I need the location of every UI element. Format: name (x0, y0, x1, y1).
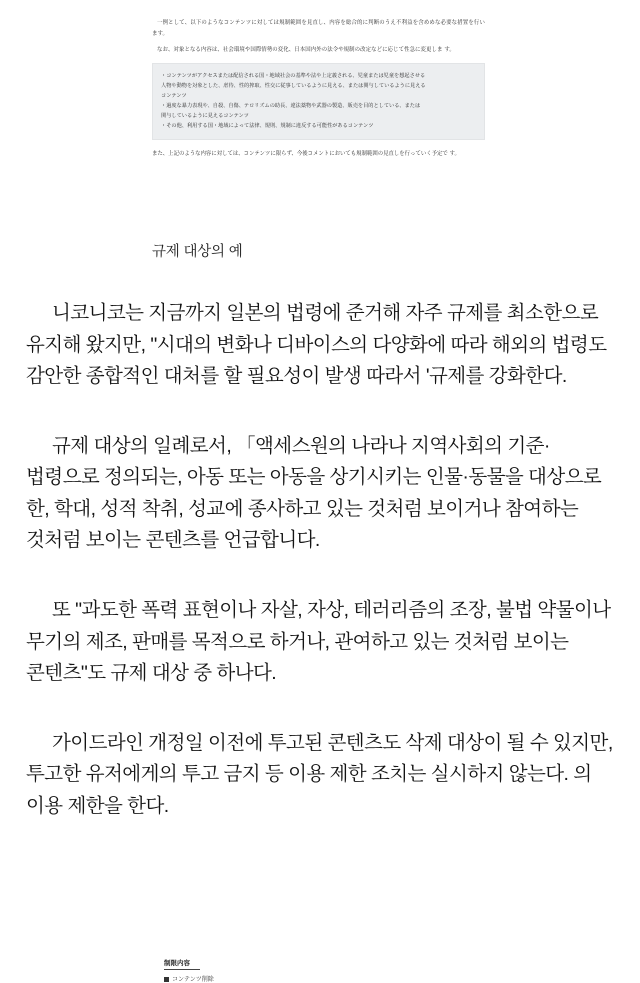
bullet-square-icon (164, 977, 169, 982)
jp-closing-paragraph: また、上記のような内容に対しては、コンテンツに限らず、今後コメントにおいても規制範囲の見直しを行っていく予定で す。 (152, 151, 460, 158)
bottom-table-title: 制限内容 (164, 958, 200, 970)
bottom-table-first-row (164, 974, 474, 983)
jp-box-line-6: ・その他、利用する国・地域によって法律、規則、規制に違反する可能性があるコンテンツ (161, 123, 374, 130)
body-paragraph-2: 규제 대상의 일례로서, 「액세스원의 나라나 지역사회의 기준·법령으로 정의되는, 아동 또는 아동을 상기시키는 인물·동물을 대상으로 한, 학대, 성적 착취, 성교에 종사하고 있는 것처럼 보이거나 참여하는 것처럼 보이는 콘텐츠를 언급합니다. (26, 434, 602, 552)
jp-intro-paragraph-2: なお、対象となる内容は、社会環境や国際情勢の変化、日本国内外の法令や規制の改定などに応じて性急に変更しま す。 (157, 47, 455, 54)
jp-box-line-1: ・コンテンツがアクセスまたは配信される国・地域社会の基準や法や上定義される、児童または児童を想起させる (161, 72, 426, 79)
article-body (26, 298, 614, 823)
jp-box-line-2: 人物や動物を対象とした、虐待、性的搾取、性交に従事しているように見える、または関与しているように見える (161, 82, 426, 89)
embedded-japanese-document (152, 18, 485, 160)
jp-box-line-5: 関与しているように見えるコンテンツ (161, 113, 249, 120)
body-paragraph-1: 니코니코는 지금까지 일본의 법령에 준거해 자주 규제를 최소한으로 유지해 왔지만, "시대의 변화나 디바이스의 다양화에 따라 해외의 법령도 감안한 종합적인 대처를 할 필요성이 발생 따라서 '규제를 강화한다. (26, 302, 607, 388)
jp-intro-paragraph-1: 一例として、以下のようなコンテンツに対しては規制範囲を見直し、内容を総合的に判断のうえ不利益を含めめな必要な措置を行います。 (152, 20, 485, 37)
bottom-table-first-row-label: コンテンツ削除 (172, 976, 214, 983)
body-paragraph-3: 또 "과도한 폭력 표현이나 자살, 자상, 테러리즘의 조장, 불법 약물이나 무기의 제조, 판매를 목적으로 하거나, 관여하고 있는 것처럼 보이는 콘텐츠"도 규제 대상 중 하나다. (26, 599, 611, 685)
bottom-table-image (164, 958, 474, 983)
image-caption: 규제 대상의 예 (152, 244, 243, 260)
jp-regulation-examples-box (152, 63, 485, 141)
jp-box-line-4: ・過度な暴力表現や、自殺、自傷、テロリズムの助長、違法薬物や武器の製造、販売を目的としている、または (161, 103, 421, 110)
jp-box-line-3: コンテンツ (161, 92, 187, 99)
body-paragraph-4: 가이드라인 개정일 이전에 투고된 콘텐츠도 삭제 대상이 될 수 있지만, 투고한 유저에게의 투고 금지 등 이용 제한 조치는 실시하지 않는다. 의 이용 제한을 한다. (26, 731, 613, 817)
